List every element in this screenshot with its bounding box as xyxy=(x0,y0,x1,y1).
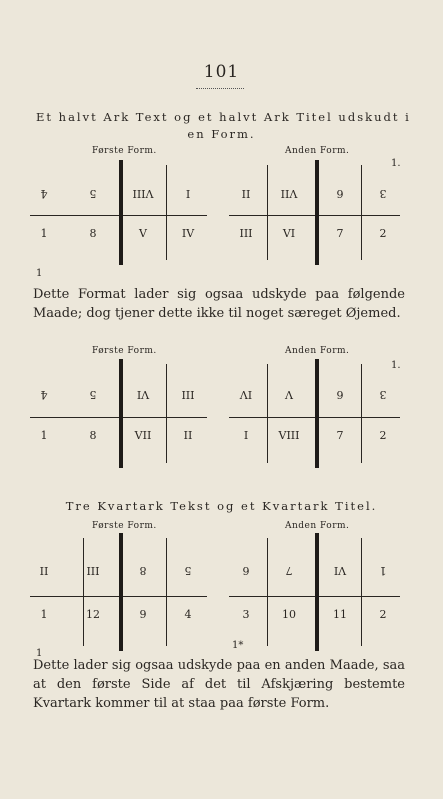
section3-divider-left-0 xyxy=(166,538,167,646)
section1-page-number: II xyxy=(241,187,251,200)
paragraph-2: Dette lader sig ogsaa udskyde paa en anden Maade, saa at den første Side af det til Afskjæring bestemte Kvartark kommer til at staa paa første Form. xyxy=(33,658,405,711)
section2-page-number: 7 xyxy=(336,429,344,442)
section2-divider-right-1 xyxy=(361,364,362,463)
section3-page-number: III xyxy=(86,564,100,577)
section3-page-number: 10 xyxy=(282,608,296,621)
section3-divider-right-0 xyxy=(267,538,268,646)
section1-fold-right xyxy=(315,160,319,265)
section1-divider-left-0 xyxy=(166,165,167,260)
section1-page-number: 2 xyxy=(379,227,387,240)
section1-page-number: 3 xyxy=(379,187,387,200)
section3-page-number: 1 xyxy=(40,608,48,621)
section2-page-number: VII xyxy=(134,429,152,442)
section3-page-number: 5 xyxy=(184,564,192,577)
section2-page-number: 1 xyxy=(40,429,48,442)
section2-corner-top-right: 1. xyxy=(391,360,401,371)
section2-page-number: 4 xyxy=(40,388,48,401)
section3-page-number: II xyxy=(39,564,49,577)
section2-page-number: V xyxy=(285,388,293,401)
section2-left-form-label: Første Form. xyxy=(92,346,157,356)
section3-corner-bottom-mid: 1* xyxy=(232,640,244,651)
section2-page-number: III xyxy=(181,388,195,401)
section3-page-number: 2 xyxy=(379,608,387,621)
section3-page-number: 6 xyxy=(242,564,250,577)
section3-page-number: 12 xyxy=(86,608,100,621)
section3-page-number: 9 xyxy=(139,608,147,621)
section3-divider-left-1 xyxy=(83,538,84,646)
section3-page-number: 1 xyxy=(379,564,387,577)
section3-page-number: 7 xyxy=(285,564,293,577)
section3-right-form-label: Anden Form. xyxy=(285,521,350,531)
section2-page-number: 8 xyxy=(89,429,97,442)
section1-page-number: VI xyxy=(282,227,296,240)
section1-page-number: 7 xyxy=(336,227,344,240)
section1-page-number: IV xyxy=(181,227,195,240)
page-number-rule xyxy=(196,88,244,89)
section2-page-number: 2 xyxy=(379,429,387,442)
section1-divider-right-0 xyxy=(267,165,268,260)
section1-heading-line1: Et halvt Ark Text og et halvt Ark Titel udskudt i xyxy=(36,110,411,124)
section3-fold-right xyxy=(315,533,319,651)
section3-page-number: 11 xyxy=(333,608,347,621)
section1-left-form-label: Første Form. xyxy=(92,146,157,156)
section3-divider-right-1 xyxy=(361,538,362,646)
section3-corner-bottom-left: 1 xyxy=(36,648,43,659)
section1-page-number: 4 xyxy=(40,187,48,200)
section2-page-number: VIII xyxy=(278,429,300,442)
section3-left-form-label: Første Form. xyxy=(92,521,157,531)
section2-right-form-label: Anden Form. xyxy=(285,346,350,356)
section2-fold-left xyxy=(119,359,123,468)
section1-corner-bottom-left: 1 xyxy=(36,268,43,279)
section1-page-number: I xyxy=(185,187,191,200)
section3-heading: Tre Kvartark Tekst og et Kvartark Titel. xyxy=(65,499,378,513)
section1-page-number: 1 xyxy=(40,227,48,240)
section1-divider-right-1 xyxy=(361,165,362,260)
section2-divider-right-0 xyxy=(267,364,268,463)
section1-page-number: 6 xyxy=(336,187,344,200)
section3-page-number: 4 xyxy=(184,608,192,621)
section2-page-number: II xyxy=(183,429,193,442)
section3-page-number: VI xyxy=(333,564,347,577)
section3-fold-left xyxy=(119,533,123,651)
section1-page-number: III xyxy=(239,227,253,240)
section1-heading-line2: en Form. xyxy=(187,127,256,141)
section2-page-number: 6 xyxy=(336,388,344,401)
section1-page-number: V xyxy=(139,227,147,240)
section1-fold-left xyxy=(119,160,123,265)
page-number: 101 xyxy=(203,62,240,82)
section2-fold-right xyxy=(315,359,319,468)
paragraph-1: Dette Format lader sig ogsaa udskyde paa følgende Maade; dog tjener dette ikke til noget særeget Øjemed. xyxy=(33,287,405,321)
section2-page-number: 5 xyxy=(89,388,97,401)
section1-page-number: VII xyxy=(280,187,298,200)
section1-page-number: VIII xyxy=(132,187,154,200)
section3-page-number: 8 xyxy=(139,564,147,577)
section1-page-number: 8 xyxy=(89,227,97,240)
section1-page-number: 5 xyxy=(89,187,97,200)
section1-right-form-label: Anden Form. xyxy=(285,146,350,156)
section2-page-number: VI xyxy=(136,388,150,401)
section2-page-number: 3 xyxy=(379,388,387,401)
section3-page-number: 3 xyxy=(242,608,250,621)
section2-divider-left-0 xyxy=(166,364,167,463)
section2-page-number: IV xyxy=(239,388,253,401)
section2-page-number: I xyxy=(243,429,249,442)
section1-corner-top-right: 1. xyxy=(391,158,401,169)
